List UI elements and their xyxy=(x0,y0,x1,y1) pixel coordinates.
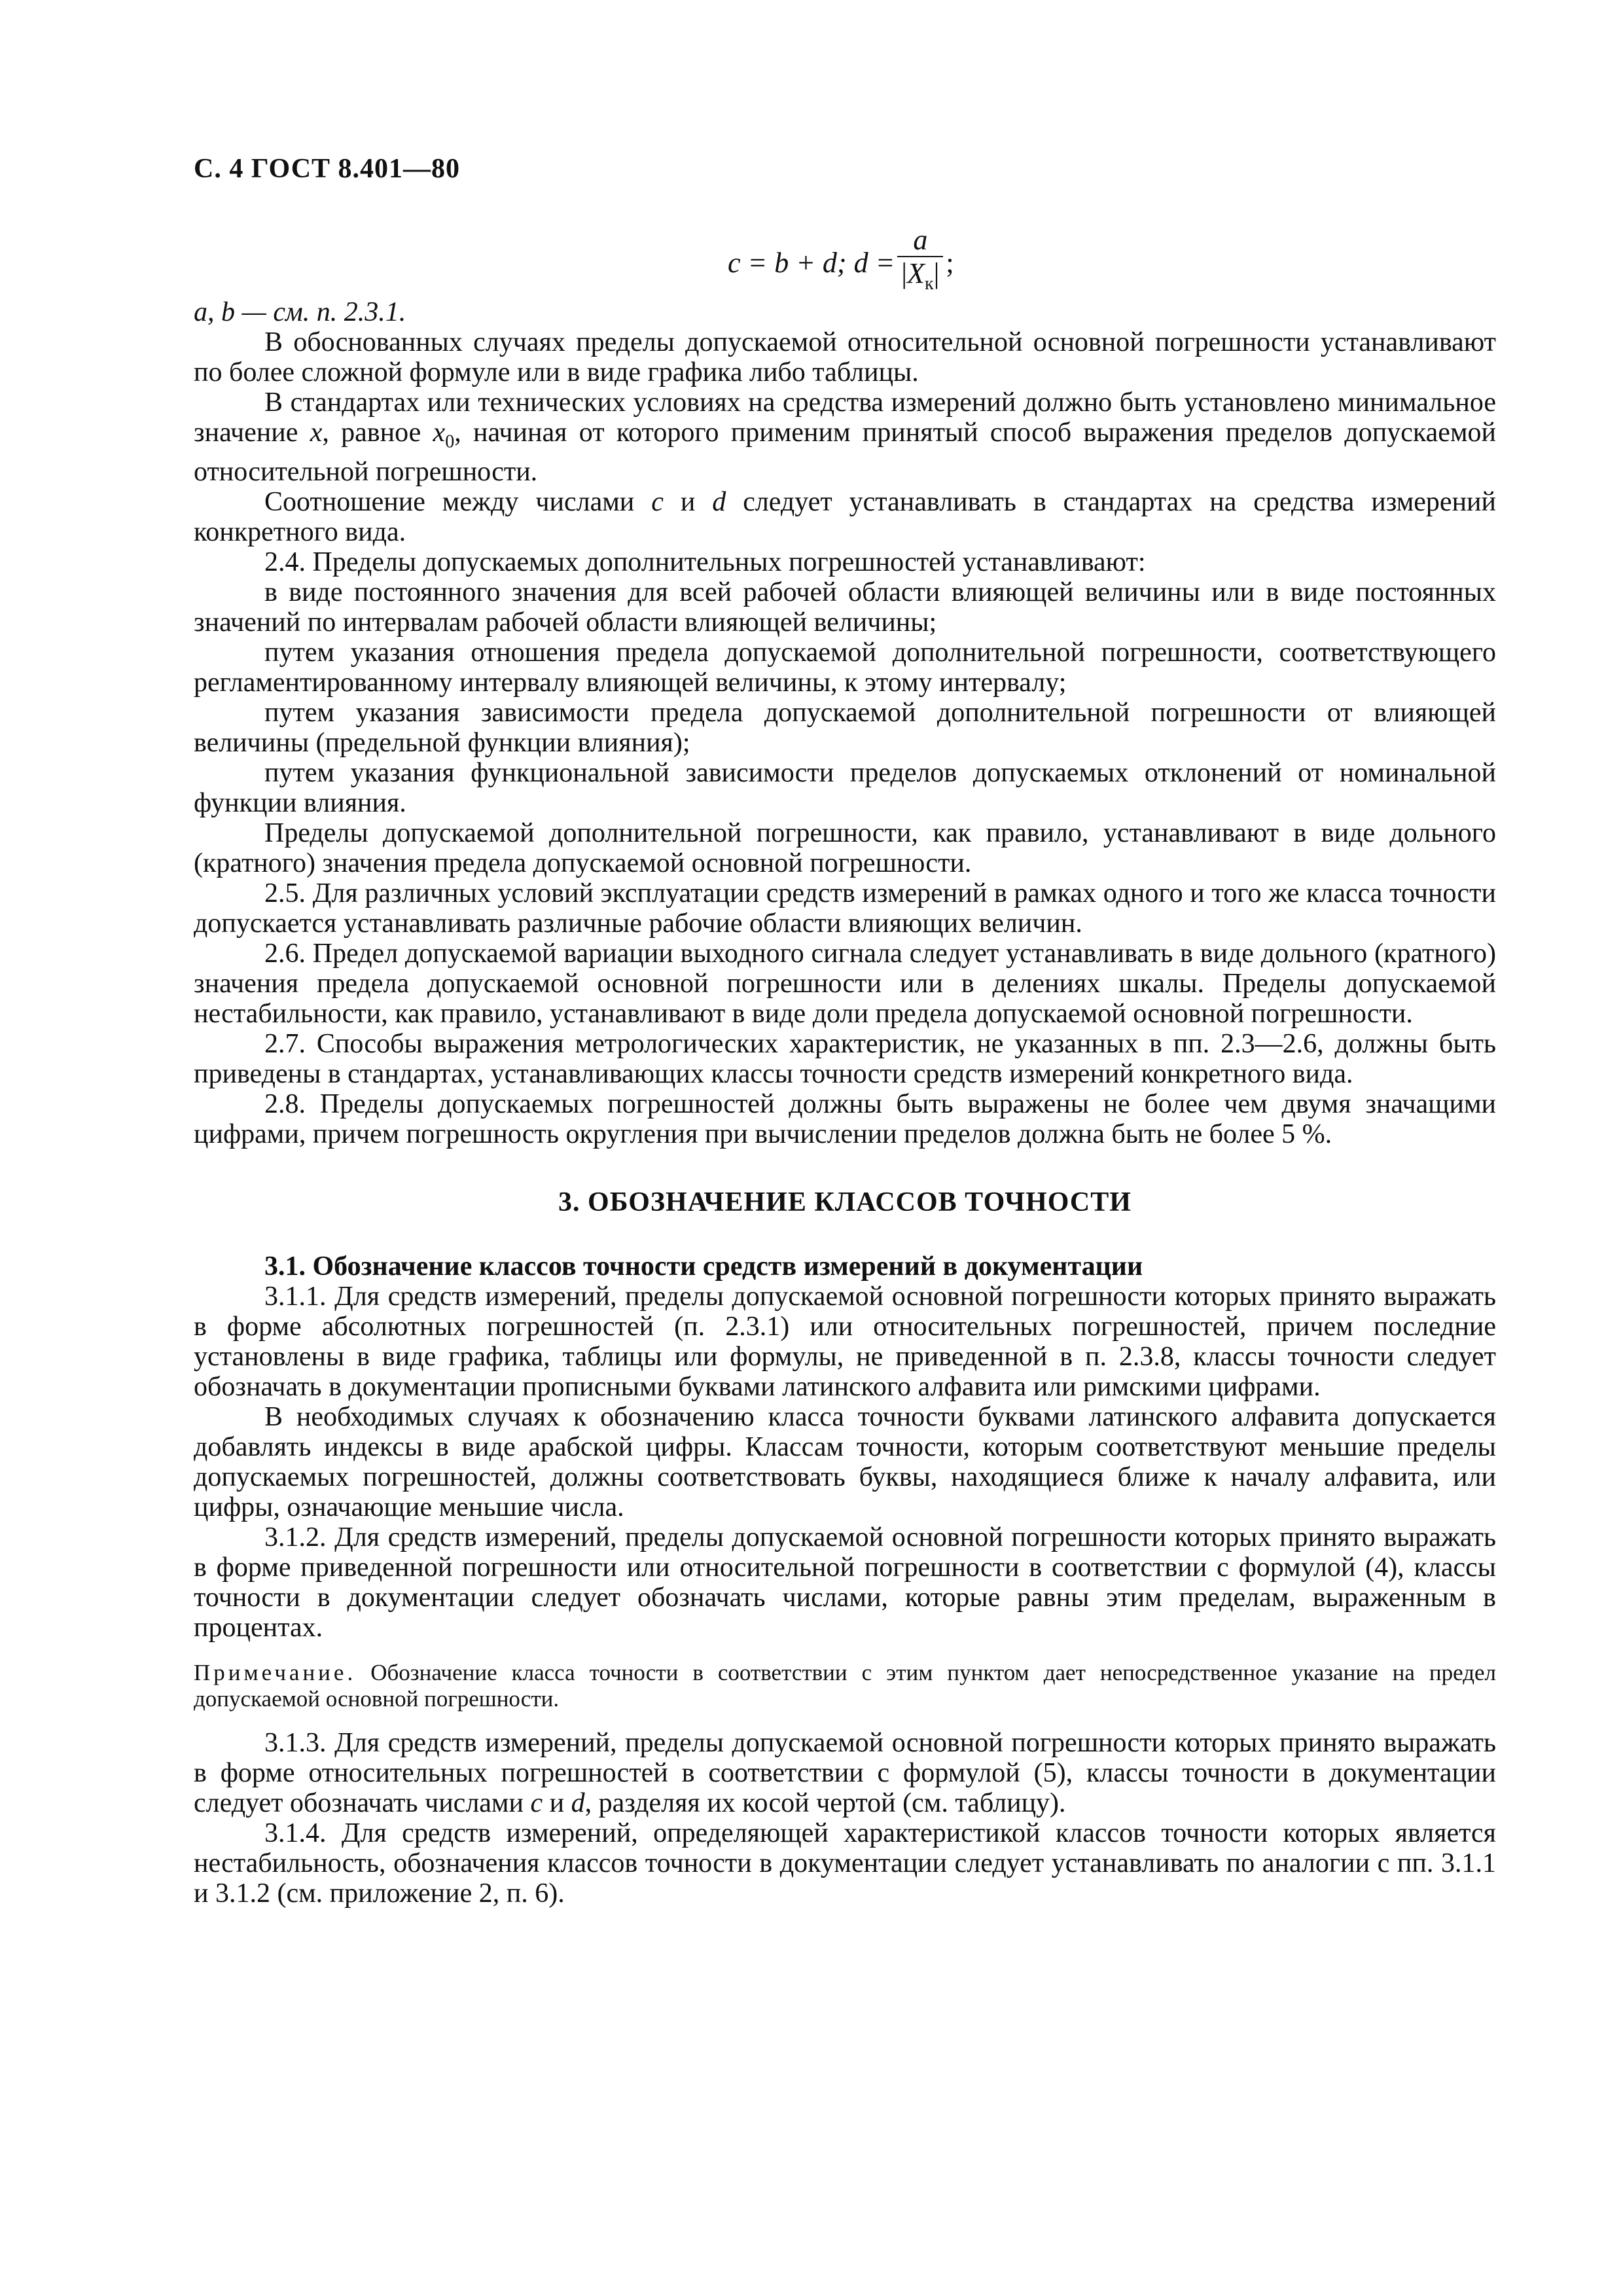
p2-var-x0-sub: 0 xyxy=(445,431,455,452)
list-item: путем указания функциональной зависимости пределов допускаемых отклонений от номинальной функции влияния. xyxy=(194,758,1496,819)
formula-abs-left: | xyxy=(901,257,908,289)
clause-2-8: 2.8. Пределы допускаемых погрешностей должны быть выражены не более чем двумя значащими цифрами, причем погрешность округления при вычислении пределов должна быть не более 5 %. xyxy=(194,1089,1496,1150)
p2-var-x: x xyxy=(310,418,323,448)
formula-numerator: a xyxy=(913,224,928,256)
p17-var-c: c xyxy=(530,1788,543,1819)
formula-c-d xyxy=(728,226,954,298)
formula-fraction xyxy=(897,224,943,300)
ref-line-text: a, b — см. п. 2.3.1. xyxy=(194,297,406,327)
p17-text-b: и xyxy=(543,1788,571,1819)
paragraph xyxy=(194,387,1496,487)
page-header: С. 4 ГОСТ 8.401—80 xyxy=(194,154,461,184)
clause-3-1-3 xyxy=(194,1728,1496,1818)
list-item: путем указания зависимости предела допускаемой дополнительной погрешности от влияющей величины (предельной функции влияния); xyxy=(194,698,1496,759)
formula-denominator-var: X xyxy=(907,257,925,289)
formula-denominator xyxy=(897,256,943,300)
note-label: Примечание. xyxy=(194,1660,357,1686)
p3-var-d: d xyxy=(712,487,726,518)
formula-d-eq: d = xyxy=(853,246,895,279)
paragraph: В необходимых случаях к обозначению класса точности буквами латинского алфавита допускается добавлять индексы в виде арабской цифры. Классам точности, которым соответствуют меньшие пределы допускаемых погрешностей, должны соответствовать буквы, находящиеся ближе к началу алфавита, или цифры, означающие меньшие числа. xyxy=(194,1402,1496,1523)
p2-var-x0: x xyxy=(433,418,446,448)
p3-text-e: следует устанавливать в стандартах на средства измерений конкретного вида. xyxy=(194,487,1496,548)
clause-2-7: 2.7. Способы выражения метрологических характеристик, не указанных в пп. 2.3—2.6, должны быть приведены в стандартах, устанавливающих классы точности средств измерений конкретного вида. xyxy=(194,1029,1496,1090)
p3-text-a: Соотношение между числами xyxy=(264,487,652,518)
formula-abs-right: | xyxy=(933,257,940,289)
p2-text-a: В стандартах или технических условиях на средства измерений должно быть установлено минимальное значение xyxy=(194,387,1496,448)
subsection-3-1-heading: 3.1. Обозначение классов точности средств измерений в документации xyxy=(264,1251,1143,1282)
p17-var-d: d xyxy=(571,1788,585,1819)
list-item: путем указания отношения предела допускаемой дополнительной погрешности, соответствующего регламентированному интервалу влияющей величины, к этому интервалу; xyxy=(194,637,1496,698)
paragraph: В обоснованных случаях пределы допускаемой относительной основной погрешности устанавливают по более сложной формуле или в виде графика либо таблицы. xyxy=(194,327,1496,387)
formula-tail: ; xyxy=(946,246,954,279)
formula-denominator-sub: к xyxy=(924,274,934,294)
p17-text-e: , разделяя их косой чертой (см. таблицу). xyxy=(584,1788,1066,1819)
clause-3-1-2: 3.1.2. Для средств измерений, пределы допускаемой основной погрешности которых принято выражать в форме приведенной погрешности или относительной погрешности в соответствии с формулой (4), классы точности в документации следует обозначать числами, которые равны этим пределам, выраженным в процентах. xyxy=(194,1522,1496,1643)
paragraph xyxy=(194,487,1496,547)
clause-3-1-1: 3.1.1. Для средств измерений, пределы допускаемой основной погрешности которых принято выражать в форме абсолютных погрешностей (п. 2.3.1) или относительных погрешностей, причем последние установлены в виде графика, таблицы или формулы, не приведенной в п. 2.3.8, классы точности следует обозначать в документации прописными буквами латинского алфавита или римскими цифрами. xyxy=(194,1282,1496,1403)
p2-text-b: , равное xyxy=(322,418,433,448)
note xyxy=(194,1660,1496,1712)
clause-2-5: 2.5. Для различных условий эксплуатации средств измерений в рамках одного и того же класса точности допускается устанавливать различные рабочие области влияющих величин. xyxy=(194,878,1496,939)
clause-2-6: 2.6. Предел допускаемой вариации выходного сигнала следует устанавливать в виде дольного (кратного) значения предела допускаемой основной погрешности или в делениях шкалы. Пределы допускаемой нестабильности, как правило, устанавливают в виде доли предела допускаемой основной погрешности. xyxy=(194,939,1496,1030)
clause-3-1-4: 3.1.4. Для средств измерений, определяющей характеристикой классов точности которых является нестабильность, обозначения классов точности в документации следует устанавливать по аналогии с пп. 3.1.1 и 3.1.2 (см. приложение 2, п. 6). xyxy=(194,1818,1496,1909)
paragraph: Пределы допускаемой дополнительной погрешности, как правило, устанавливают в виде дольного (кратного) значения предела допускаемой основной погрешности. xyxy=(194,818,1496,879)
section-3-heading: 3. ОБОЗНАЧЕНИЕ КЛАССОВ ТОЧНОСТИ xyxy=(558,1187,1132,1218)
list-item: в виде постоянного значения для всей рабочей области влияющей величины или в виде постоянных значений по интервалам рабочей области влияющей величины; xyxy=(194,577,1496,638)
p3-text-b: и xyxy=(663,487,713,518)
p3-var-c: c xyxy=(651,487,664,518)
p17-text-a: 3.1.3. Для средств измерений, пределы допускаемой основной погрешности которых принято выражать в форме относительных погрешностей в соответствии с формулой (5), классы точности в документации следует обозначать числами xyxy=(194,1728,1496,1819)
ref-line xyxy=(194,297,1496,327)
clause-2-4: 2.4. Пределы допускаемых дополнительных погрешностей устанавливают: xyxy=(264,547,1146,578)
p2-text-c: , начиная от которого применим принятый способ выражения пределов допускаемой относительной погрешности. xyxy=(194,418,1496,488)
document-body xyxy=(194,297,1496,1909)
note-text: Обозначение класса точности в соответствии с этим пунктом дает непосредственное указание на предел допускаемой основной погрешности. xyxy=(194,1660,1496,1712)
formula-c-eq: c = b + d; xyxy=(728,246,847,279)
